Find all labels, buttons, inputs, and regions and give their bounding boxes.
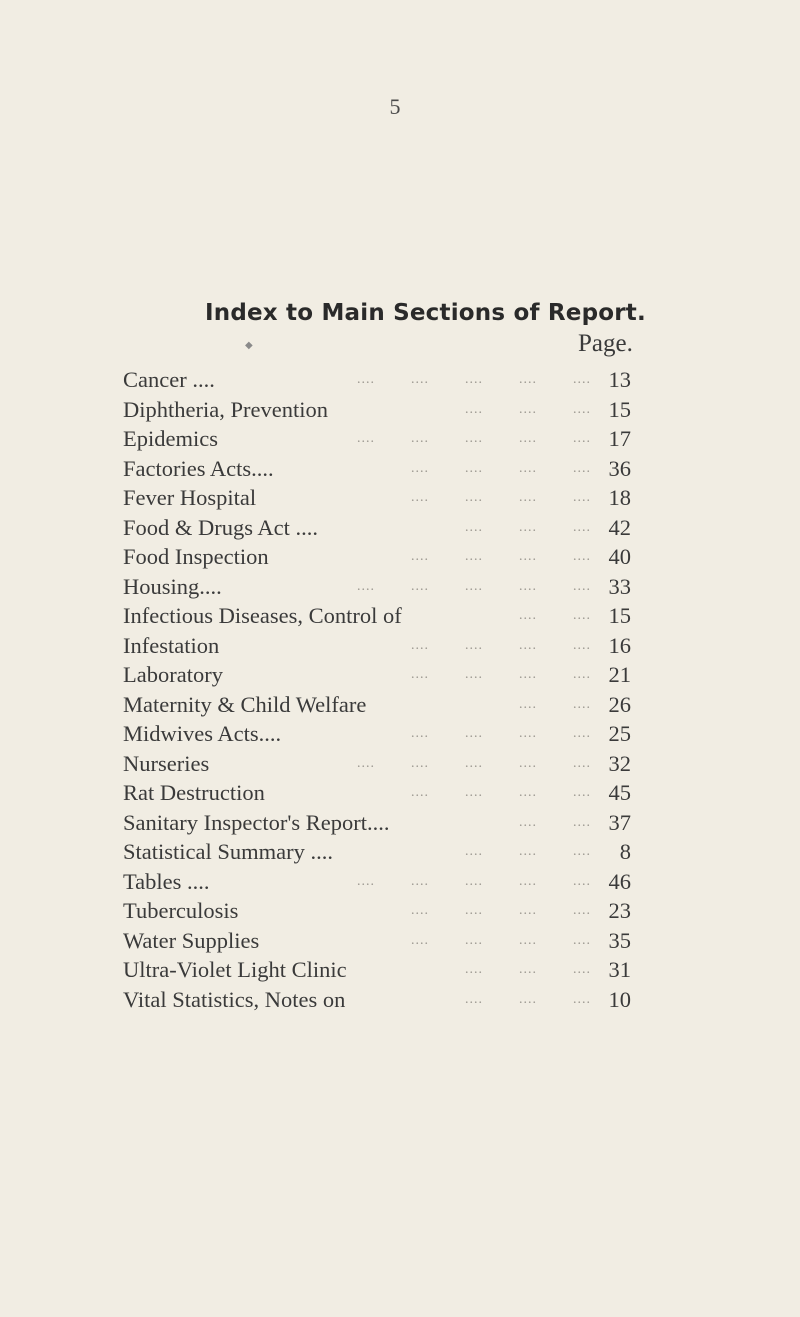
index-entry [123, 808, 631, 838]
dot-leader: .... .... .... [465, 401, 591, 417]
entry-page: 42 [608, 514, 631, 540]
index-entry [123, 395, 631, 425]
entry-page: 13 [608, 367, 631, 392]
entry-label: Factories Acts.... [123, 455, 274, 481]
page-column-label: Page. [578, 330, 633, 357]
entry-page: 16 [608, 632, 631, 658]
entry-label: Diphtheria, Prevention [123, 396, 328, 422]
entry-label: Nurseries [123, 750, 210, 776]
entry-page: 26 [608, 691, 631, 717]
index-entry [123, 454, 631, 484]
entry-page: 45 [608, 780, 631, 805]
entry-page: 10 [608, 986, 631, 1012]
index-entry [123, 896, 631, 926]
entry-label: Infectious Diseases, Control of [123, 603, 402, 628]
entry-label: Infestation [123, 632, 220, 658]
dot-leader: .... .... .... .... [411, 460, 591, 476]
entry-label: Tables .... [123, 868, 210, 894]
dot-leader: .... .... [519, 608, 591, 623]
dot-leader: .... .... .... [465, 962, 591, 977]
entry-page: 35 [608, 927, 631, 953]
entry-page: 18 [608, 485, 631, 510]
entry-page: 32 [608, 750, 631, 776]
entry-label: Ultra-Violet Light Clinic [123, 957, 347, 982]
dot-leader: .... .... .... .... .... [357, 431, 591, 446]
index-entry [123, 867, 631, 897]
index-entry [123, 690, 631, 720]
dot-leader: .... .... .... .... [411, 903, 591, 918]
page-number: 5 [389, 94, 401, 119]
entry-page: 37 [608, 809, 631, 835]
index-entry [123, 660, 631, 690]
dot-leader: .... .... .... .... .... [357, 873, 591, 889]
dot-leader: .... .... .... .... .... [357, 372, 591, 387]
entry-page: 31 [608, 957, 631, 982]
entry-page: 25 [608, 721, 631, 746]
entry-label: Laboratory [123, 662, 223, 687]
entry-label: Tuberculosis [123, 898, 239, 923]
dot-leader: .... .... .... [465, 519, 591, 535]
entry-label: Maternity & Child Welfare [123, 691, 367, 717]
entry-label: Housing.... [123, 573, 222, 599]
index-entry [123, 837, 631, 867]
entry-label: Statistical Summary .... [123, 839, 333, 864]
index-entry [123, 719, 631, 749]
index-entry [123, 572, 631, 602]
dot-leader: .... .... .... .... [411, 932, 591, 948]
index-entry [123, 365, 631, 395]
entry-label: Cancer .... [123, 367, 215, 392]
dot-leader: .... .... .... .... .... [357, 755, 591, 771]
entry-label: Food & Drugs Act .... [123, 514, 319, 540]
index-entry [123, 926, 631, 956]
entry-page: 17 [608, 426, 631, 451]
dot-leader: .... .... .... .... [411, 785, 591, 800]
print-speck: ◆ [245, 340, 253, 351]
entry-page: 46 [608, 868, 631, 894]
index-entry [123, 513, 631, 543]
dot-leader: .... .... .... .... [411, 726, 591, 741]
dot-leader: .... .... .... [465, 844, 591, 859]
index-entry [123, 601, 631, 631]
entry-label: Rat Destruction [123, 780, 265, 805]
dot-leader: .... .... .... .... [411, 490, 591, 505]
entry-label: Water Supplies [123, 927, 260, 953]
dot-leader: .... .... [519, 814, 591, 830]
dot-leader: .... .... .... .... .... [357, 578, 591, 594]
entry-label: Fever Hospital [123, 485, 257, 510]
entry-page: 8 [619, 839, 631, 864]
entry-page: 21 [608, 662, 631, 687]
index-entry [123, 985, 631, 1015]
index-entry [123, 483, 631, 513]
entry-page: 40 [608, 544, 631, 569]
dot-leader: .... .... [519, 696, 591, 712]
index-entry [123, 542, 631, 572]
index-list [123, 365, 631, 1014]
dot-leader: .... .... .... [465, 991, 591, 1007]
entry-label: Sanitary Inspector's Report.... [123, 809, 390, 835]
entry-page: 15 [608, 603, 631, 628]
entry-label: Vital Statistics, Notes on [123, 986, 346, 1012]
entry-label: Food Inspection [123, 544, 269, 569]
entry-page: 36 [608, 455, 631, 481]
index-entry [123, 955, 631, 985]
index-title: Index to Main Sections of Report. [205, 300, 646, 326]
index-entry [123, 424, 631, 454]
entry-page: 23 [608, 898, 631, 923]
entry-page: 33 [608, 573, 631, 599]
index-entry [123, 749, 631, 779]
dot-leader: .... .... .... .... [411, 637, 591, 653]
index-entry [123, 778, 631, 808]
entry-label: Midwives Acts.... [123, 721, 282, 746]
dot-leader: .... .... .... .... [411, 667, 591, 682]
dot-leader: .... .... .... .... [411, 549, 591, 564]
entry-page: 15 [608, 396, 631, 422]
entry-label: Epidemics [123, 426, 218, 451]
index-entry [123, 631, 631, 661]
